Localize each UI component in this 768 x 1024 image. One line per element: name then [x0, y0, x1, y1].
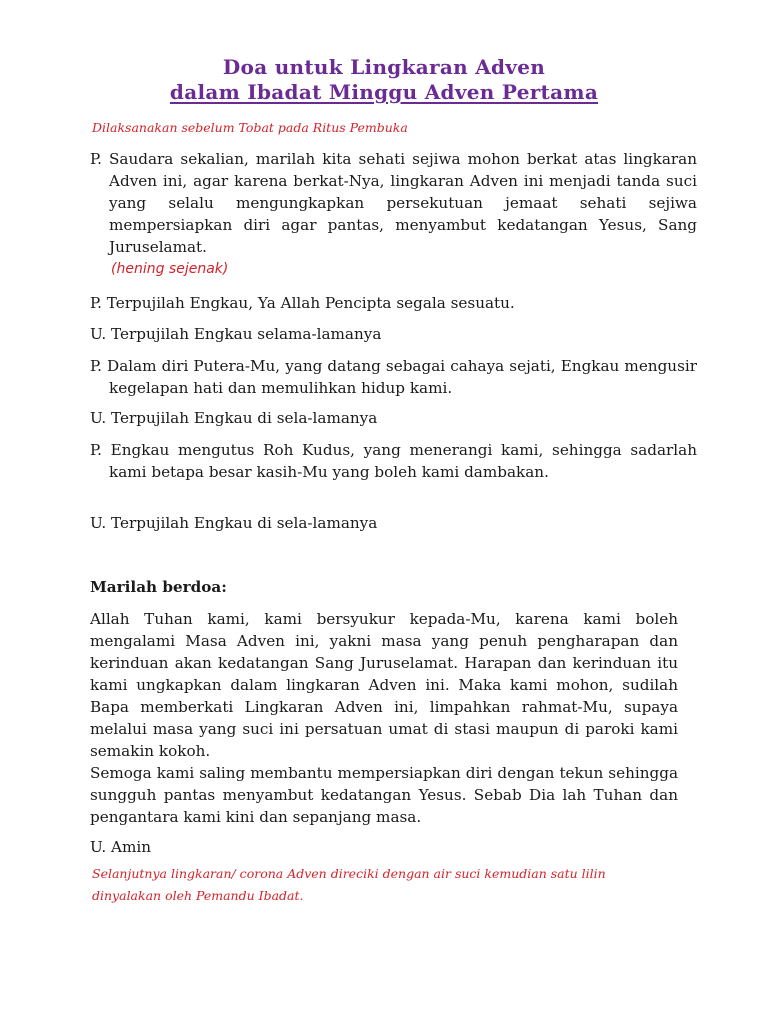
title-line-2: dalam Ibadat Minggu Adven Pertama	[169, 80, 599, 104]
prayer-block-3: P. Dalam diri Putera-Mu, yang datang sebagai cahaya sejati, Engkau mengusir kegelapan hati dan memulihkan hidup kami.	[90, 357, 697, 397]
prayer-block-2: P. Terpujilah Engkau, Ya Allah Pencipta segala sesuatu.	[90, 294, 515, 312]
document-title	[0, 55, 768, 105]
amen-response: U. Amin	[90, 838, 152, 856]
prayer-block-1-text: P. Saudara sekalian, marilah kita sehati sejiwa mohon berkat atas lingkaran Adven ini, agar karena berkat-Nya, lingkaran Adven ini menjadi tanda suci yang selalu mengungkapkan persekutuan jemaat sehati sejiwa mempersiapkan diri agar pantas, menyambut kedatangan Yesus, Sang Juruselamat.	[90, 150, 697, 256]
response-block-2: U. Terpujilah Engkau di sela-lamanya	[90, 409, 378, 427]
response-block-3: U. Terpujilah Engkau di sela-lamanya	[90, 514, 378, 532]
prayer-heading: Marilah berdoa:	[90, 578, 227, 596]
prayer-paragraph-1: Allah Tuhan kami, kami bersyukur kepada-Mu, karena kami boleh mengalami Masa Adven ini, yakni masa yang penuh pengharapan dan kerinduan akan kedatangan Sang Juruselamat. Harapan dan kerinduan itu kami ungkapkan dalam lingkaran Adven ini. Maka kami mohon, sudilah Bapa memberkati Lingkaran Adven ini, limpahkan rahmat-Mu, supaya melalui masa yang suci ini persatuan umat di stasi maupun di paroki kami semakin kokoh.	[90, 610, 678, 760]
intro-rubric: Dilaksanakan sebelum Tobat pada Ritus Pembuka	[92, 120, 408, 135]
prayer-block-1	[90, 148, 697, 280]
closing-rubric: Selanjutnya lingkaran/ corona Adven direciki dengan air suci kemudian satu lilin dinyalakan oleh Pemandu Ibadat.	[92, 866, 606, 903]
title-line-1: Doa untuk Lingkaran Adven	[222, 55, 546, 79]
silence-rubric: (hening sejenak)	[111, 261, 229, 277]
prayer-block-4: P. Engkau mengutus Roh Kudus, yang menerangi kami, sehingga sadarlah kami betapa besar kasih-Mu yang boleh kami dambakan.	[90, 441, 697, 481]
response-block-1: U. Terpujilah Engkau selama-lamanya	[90, 325, 382, 343]
prayer-paragraph-2: Semoga kami saling membantu mempersiapkan diri dengan tekun sehingga sungguh pantas menyambut kedatangan Yesus. Sebab Dia lah Tuhan dan pengantara kami kini dan sepanjang masa.	[90, 764, 678, 826]
